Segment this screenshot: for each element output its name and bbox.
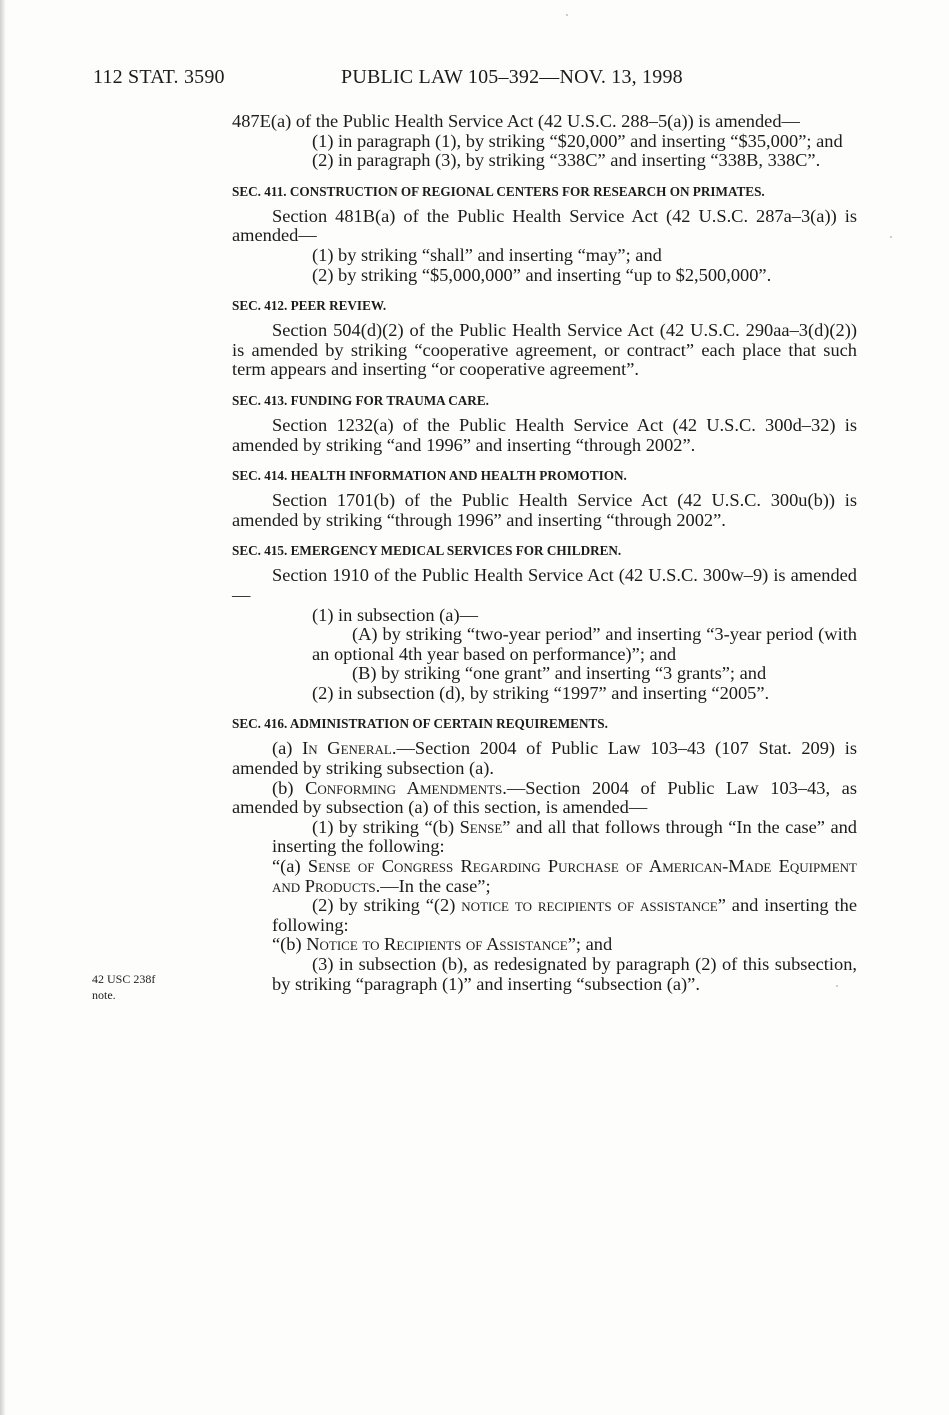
- item-text: ” and all that follows through “In the case” and inserting the following:: [272, 816, 857, 857]
- section-416-item: [232, 896, 857, 935]
- margin-note: [92, 971, 155, 1003]
- section-heading-414: SEC. 414. HEALTH INFORMATION AND HEALTH PROMOTION.: [232, 468, 627, 484]
- section-413-paragraph: Section 1232(a) of the Public Health Service Act (42 U.S.C. 300d–32) is amended by striking “and 1996” and inserting “through 2002”.: [232, 414, 857, 455]
- section-416-item: [232, 818, 857, 857]
- quote-text: “(b): [272, 934, 307, 955]
- quote-caption: Notice to Recipients of Assistance: [306, 934, 568, 955]
- section-416-quoted-text: [232, 935, 857, 955]
- section-412-paragraph: Section 504(d)(2) of the Public Health Service Act (42 U.S.C. 290aa–3(d)(2)) is amended by striking “cooperative agreement, or contract” each place that such term appears and inserting “or cooperative agreement”.: [232, 320, 857, 380]
- quote-text: “(a): [272, 856, 308, 877]
- section-415-item: (1) in subsection (a)—: [312, 604, 478, 625]
- item-caption: notice to recipients of assistance: [461, 895, 718, 916]
- section-415-subitem: (B) by striking “one grant” and inserting “3 grants”; and: [352, 663, 767, 684]
- scan-speck: [890, 236, 892, 238]
- intro-item: (1) in paragraph (1), by striking “$20,000” and inserting “$35,000”; and: [312, 130, 843, 151]
- section-416-subsection-a: (a) In General.—Section 2004 of Public Law 103–43 (107 Stat. 209) is amended by striking subsection (a).: [232, 738, 858, 779]
- page-edge-shadow: [0, 0, 6, 1415]
- margin-note-line: 42 USC 238f: [92, 972, 156, 986]
- section-415-paragraph: Section 1910 of the Public Health Service Act (42 U.S.C. 300w–9) is amended—: [232, 565, 857, 605]
- scan-speck: [566, 14, 568, 16]
- section-heading-416: SEC. 416. ADMINISTRATION OF CERTAIN REQUIREMENTS.: [232, 716, 608, 732]
- section-416-item: (3) in subsection (b), as redesignated by paragraph (2) of this subsection, by striking “paragraph (1)” and inserting “subsection (a)”.: [272, 954, 857, 994]
- subsection-caption: In General: [302, 738, 392, 759]
- section-414-paragraph: Section 1701(b) of the Public Health Service Act (42 U.S.C. 300u(b)) is amended by striking “through 1996” and inserting “through 2002”.: [232, 490, 857, 530]
- section-415-subitem: (A) by striking “two-year period” and inserting “3-year period (with an optional 4th year based on performance)”; and: [312, 624, 857, 664]
- quote-caption: Sense of Congress Regarding Purchase of American-Made Equipment and Products: [272, 856, 858, 896]
- document-body: [232, 112, 857, 994]
- section-416-subsection-b: (b) Conforming Amendments.—Section 2004 of Public Law 103–43, as amended by subsection (a) of this section, is amended—: [232, 777, 857, 818]
- quote-text: ”; and: [567, 934, 613, 955]
- section-411-item: (2) by striking “$5,000,000” and inserting “up to $2,500,000”.: [312, 264, 772, 285]
- intro-paragraph: 487E(a) of the Public Health Service Act (42 U.S.C. 288–5(a)) is amended—: [232, 111, 800, 131]
- subsection-text: .—Section 2004 of Public Law 103–43 (107 Stat. 209) is amended by striking subsection (a).: [232, 738, 858, 779]
- section-415-item: (2) in subsection (d), by striking “1997” and inserting “2005”.: [312, 682, 770, 703]
- item-caption: Sense: [459, 816, 503, 837]
- section-411-item: (1) by striking “shall” and inserting “may”; and: [312, 244, 662, 265]
- section-411-paragraph: Section 481B(a) of the Public Health Service Act (42 U.S.C. 287a–3(a)) is amended—: [232, 205, 857, 246]
- item-text: ” and inserting the following:: [272, 895, 857, 935]
- item-text: (2) by striking “(2): [312, 895, 462, 916]
- subsection-text: .—Section 2004 of Public Law 103–43, as amended by subsection (a) of this section, is amended—: [232, 777, 857, 818]
- item-text: (1) by striking “(b): [312, 816, 460, 837]
- section-heading-415: SEC. 415. EMERGENCY MEDICAL SERVICES FOR CHILDREN.: [232, 543, 622, 559]
- stat-page-reference: 112 STAT. 3590: [93, 66, 225, 88]
- intro-item: (2) in paragraph (3), by striking “338C” and inserting “338B, 338C”.: [312, 150, 821, 171]
- margin-note-line: note.: [92, 988, 116, 1002]
- law-title: PUBLIC LAW 105–392—NOV. 13, 1998: [341, 66, 683, 88]
- section-heading-413: SEC. 413. FUNDING FOR TRAUMA CARE.: [232, 392, 489, 408]
- subsection-caption: Conforming Amendments: [305, 777, 503, 798]
- section-heading-411: SEC. 411. CONSTRUCTION OF REGIONAL CENTERS FOR RESEARCH ON PRIMATES.: [232, 183, 765, 199]
- quote-text: .—In the case”;: [375, 875, 491, 896]
- section-416-quoted-text: [232, 857, 857, 896]
- section-heading-412: SEC. 412. PEER REVIEW.: [232, 298, 387, 314]
- scan-speck: [836, 985, 838, 987]
